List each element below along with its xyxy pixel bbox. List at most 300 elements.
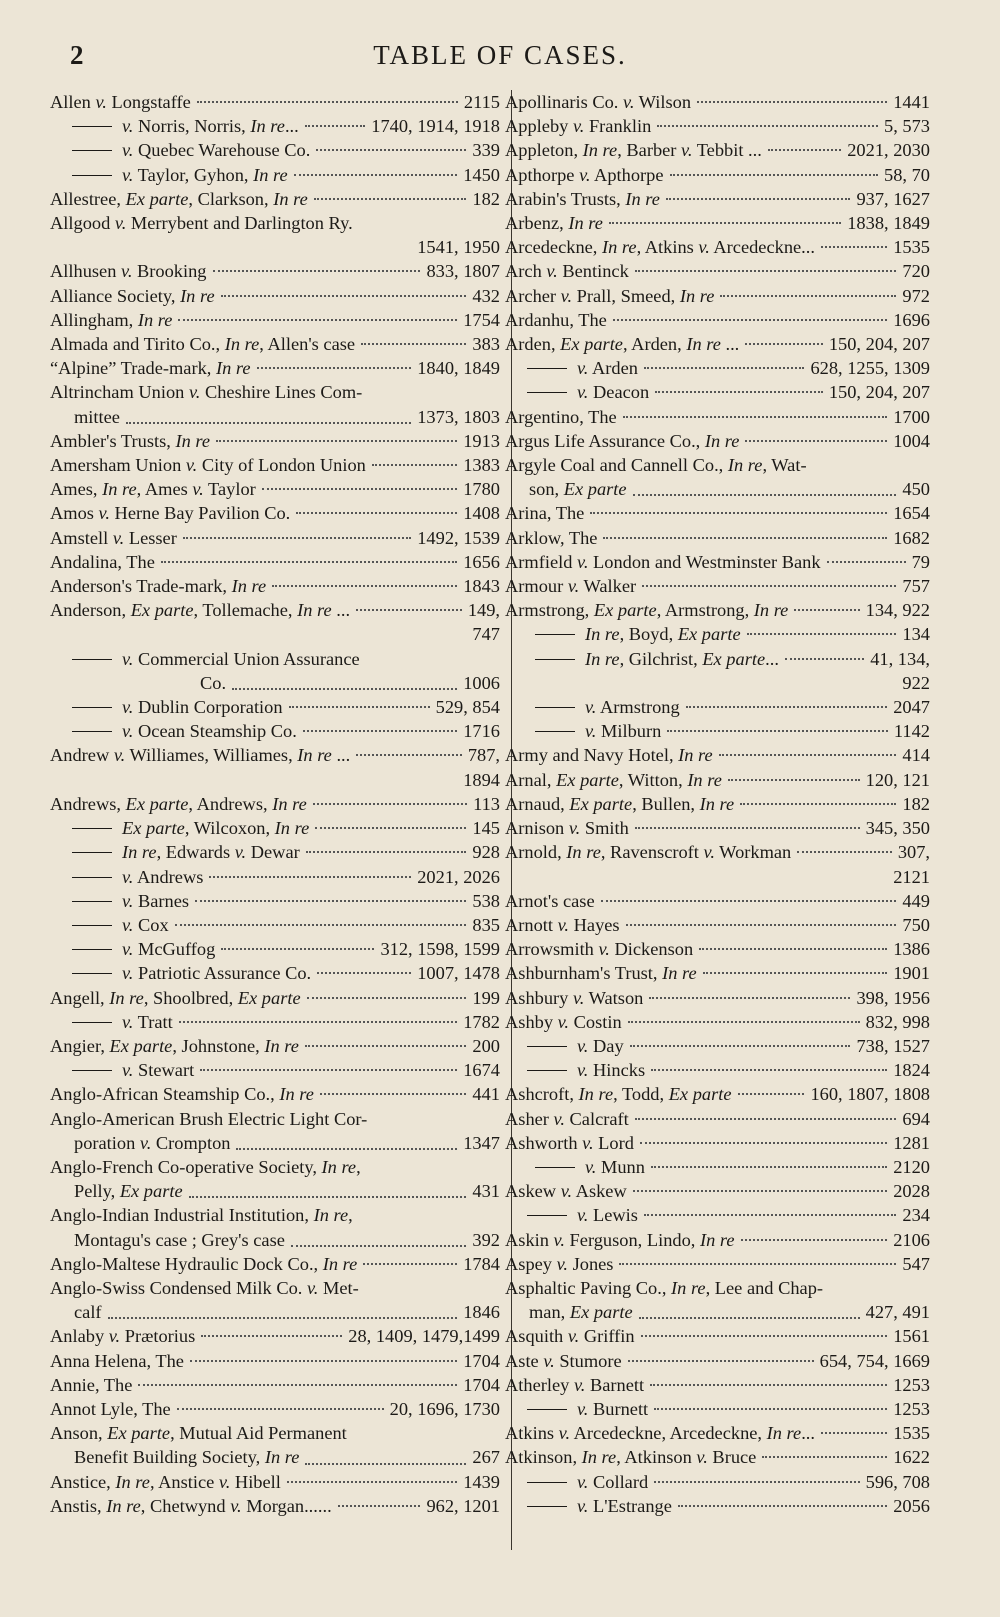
dot-leader [613, 319, 887, 321]
entry-line [505, 1421, 930, 1445]
entry-line [505, 574, 930, 598]
case-name: Ashworth v. Lord [505, 1132, 634, 1153]
page-refs: 431 [472, 1181, 500, 1202]
entry-line [505, 768, 930, 792]
case-name: Arcedeckne, In re, Atkins v. Arcedeckne... [505, 237, 815, 258]
entry-line [50, 792, 500, 816]
dot-leader [363, 1263, 457, 1265]
ditto-dash [72, 925, 112, 926]
dot-leader [666, 198, 851, 200]
case-name: Anglo-American Brush Electric Light Cor- [50, 1108, 368, 1129]
entry-line [50, 138, 500, 162]
entry-continuation [50, 671, 500, 695]
entry-line [505, 356, 930, 380]
case-name: Anlaby v. Prætorius [50, 1326, 196, 1347]
case-name: Allestree, Ex parte, Clarkson, In re [50, 188, 308, 209]
page-refs: 2106 [893, 1229, 930, 1250]
index-entry [50, 526, 500, 550]
case-name-continued: son, Ex parte [529, 479, 627, 500]
index-entry [50, 961, 500, 985]
entry-line [50, 453, 500, 477]
ditto-dash [72, 126, 112, 127]
index-entry [505, 90, 930, 114]
page-refs: 1846 [463, 1302, 500, 1323]
case-name: Amstell v. Lesser [50, 527, 177, 548]
case-name: Arklow, The [505, 527, 598, 548]
entry-line [50, 211, 500, 235]
dot-leader [740, 803, 896, 805]
page-refs: 182 [902, 793, 930, 814]
case-name: In re, Boyd, Ex parte [585, 624, 741, 645]
entry-line [505, 308, 930, 332]
dot-leader [670, 174, 879, 176]
page-refs: 720 [902, 261, 930, 282]
dot-leader [361, 343, 466, 345]
page-refs: 1439 [463, 1471, 500, 1492]
index-entry [50, 865, 500, 889]
page-refs: 345, 350 [865, 818, 930, 839]
dot-leader [686, 706, 888, 708]
page-refs: 787, [467, 745, 500, 766]
entry-line [505, 211, 930, 235]
index-entry [50, 1276, 500, 1324]
dot-leader [305, 1440, 466, 1464]
dot-leader [190, 1360, 457, 1362]
page-refs: 750 [902, 914, 930, 935]
page-refs: 1696 [893, 309, 930, 330]
case-name: v. Arden [577, 358, 638, 379]
page-number: 2 [70, 40, 84, 70]
dot-leader [317, 972, 411, 974]
ditto-dash [72, 1022, 112, 1023]
ditto-dash [72, 828, 112, 829]
case-name: Army and Navy Hotel, In re [505, 745, 713, 766]
dot-leader [603, 537, 887, 539]
index-entry [50, 1494, 500, 1518]
index-entry [50, 308, 500, 332]
entry-line [50, 356, 500, 380]
page-refs: 1840, 1849 [417, 358, 500, 379]
entry-line [50, 598, 500, 622]
index-entry [505, 768, 930, 792]
case-name: Ashbury v. Watson [505, 987, 644, 1008]
case-name: v. Tratt [122, 1011, 173, 1032]
index-entry [505, 1421, 930, 1445]
index-entry [505, 889, 930, 913]
ditto-dash [527, 1482, 567, 1483]
page-refs: 972 [902, 285, 930, 306]
page-refs: 427, 491 [865, 1302, 930, 1323]
index-entry [505, 743, 930, 767]
dot-leader [667, 730, 888, 732]
case-name: v. Barnes [122, 890, 190, 911]
ditto-dash [72, 901, 112, 902]
index-entry [50, 163, 500, 187]
index-entry [50, 453, 500, 477]
case-name: Arnal, Ex parte, Witton, In re [505, 769, 722, 790]
dot-leader [372, 464, 457, 466]
entry-line [50, 332, 500, 356]
page-refs: 1704 [463, 1374, 500, 1395]
ditto-dash [527, 1046, 567, 1047]
entry-line [50, 913, 500, 937]
page-refs: 1450 [463, 164, 500, 185]
page-refs: 134, 922 [865, 600, 930, 621]
case-name: Anglo-Maltese Hydraulic Dock Co., In re [50, 1253, 358, 1274]
entry-line [505, 1058, 930, 1082]
index-entry [505, 1494, 930, 1518]
entry-line [50, 937, 500, 961]
page-refs: 199 [472, 987, 500, 1008]
page-refs: 2120 [893, 1156, 930, 1177]
index-entry [50, 647, 500, 695]
page-refs: 1682 [893, 527, 930, 548]
case-name: v. L'Estrange [577, 1495, 672, 1516]
dot-leader [827, 561, 906, 563]
dot-leader [197, 101, 458, 103]
dot-leader [320, 1093, 467, 1095]
case-name: Amersham Union v. City of London Union [50, 455, 366, 476]
case-name: v. Dublin Corporation [122, 697, 283, 718]
entry-line [50, 1034, 500, 1058]
index-entry [50, 1349, 500, 1373]
case-name: v. Armstrong [585, 697, 680, 718]
ditto-dash [72, 1070, 112, 1071]
case-name: Asher v. Calcraft [505, 1108, 629, 1129]
case-name: v. Patriotic Assurance Co. [122, 963, 312, 984]
dot-leader [639, 1295, 860, 1319]
index-entry [50, 1397, 500, 1421]
entry-line [50, 308, 500, 332]
entry-line [50, 719, 500, 743]
ditto-dash [535, 1167, 575, 1168]
page-refs: 529, 854 [435, 697, 500, 718]
index-entry [50, 816, 500, 840]
page-refs: 1913 [463, 430, 500, 451]
dot-leader [703, 972, 888, 974]
dot-leader [195, 900, 466, 902]
entry-continuation [50, 1228, 500, 1252]
page-refs-extra: 747 [472, 624, 500, 645]
left-column [50, 90, 500, 1518]
dot-leader [303, 730, 457, 732]
case-name: Alliance Society, In re [50, 285, 215, 306]
page-refs: 757 [902, 576, 930, 597]
entry-line [50, 1058, 500, 1082]
case-name: Askew v. Askew [505, 1181, 627, 1202]
entry-line [50, 961, 500, 985]
entry-line [505, 1252, 930, 1276]
ditto-dash [535, 731, 575, 732]
index-entry [505, 259, 930, 283]
page-refs-extra: 1894 [463, 769, 500, 790]
page-refs: 1383 [463, 455, 500, 476]
case-name: Amos v. Herne Bay Pavilion Co. [50, 503, 291, 524]
entry-line [505, 792, 930, 816]
page-refs: 1901 [893, 963, 930, 984]
entry-line [50, 90, 500, 114]
entry-line [505, 405, 930, 429]
page-refs: 234 [902, 1205, 930, 1226]
page-refs: 1535 [893, 237, 930, 258]
case-name: Ames, In re, Ames v. Taylor [50, 479, 256, 500]
case-name: Argyle Coal and Cannell Co., In re, Wat- [505, 455, 807, 476]
index-entry [505, 1179, 930, 1203]
page-refs: 149, [467, 600, 500, 621]
dot-leader [635, 827, 860, 829]
ditto-dash [535, 659, 575, 660]
dot-leader [678, 1505, 887, 1507]
index-entry [50, 598, 500, 646]
dot-leader [609, 222, 841, 224]
index-entry [50, 574, 500, 598]
index-entry [505, 961, 930, 985]
dot-leader [305, 125, 366, 127]
index-entry [50, 1470, 500, 1494]
dot-leader [590, 512, 887, 514]
page-refs: 538 [472, 890, 500, 911]
entry-line [505, 913, 930, 937]
case-name: Anglo-African Steamship Co., In re [50, 1084, 314, 1105]
page-refs: 2028 [893, 1181, 930, 1202]
case-name: Andrew v. Williames, Williames, In re ... [50, 745, 351, 766]
ditto-dash [535, 634, 575, 635]
case-name: v. Milburn [585, 721, 662, 742]
page-refs: 962, 1201 [426, 1495, 500, 1516]
dot-leader [650, 1384, 887, 1386]
case-name: Askin v. Ferguson, Lindo, In re [505, 1229, 735, 1250]
page-refs: 134 [902, 624, 930, 645]
dot-leader [305, 1045, 467, 1047]
index-entry [50, 1252, 500, 1276]
dot-leader [654, 1408, 887, 1410]
dot-leader [642, 585, 896, 587]
dot-leader [794, 609, 859, 611]
case-name: Anstice, In re, Anstice v. Hibell [50, 1471, 281, 1492]
page-refs: 937, 1627 [856, 188, 930, 209]
case-name: In re, Gilchrist, Ex parte... [585, 648, 779, 669]
entry-line [505, 429, 930, 453]
entry-line [505, 1179, 930, 1203]
index-entry [50, 1324, 500, 1348]
case-name: v. Norris, Norris, In re... [122, 116, 299, 137]
entry-line [505, 187, 930, 211]
ditto-dash [72, 150, 112, 151]
entry-line [505, 1010, 930, 1034]
case-name: Asquith v. Griffin [505, 1326, 635, 1347]
page-refs: 596, 708 [865, 1471, 930, 1492]
index-entry [50, 695, 500, 719]
case-name-continued: Co. [200, 672, 227, 693]
page-refs: 1716 [463, 721, 500, 742]
entry-line [505, 550, 930, 574]
index-entry [505, 598, 930, 622]
page-refs: 1824 [893, 1060, 930, 1081]
dot-leader [628, 1021, 860, 1023]
page-refs: 1656 [463, 551, 500, 572]
dot-leader [745, 343, 823, 345]
case-name: Arnison v. Smith [505, 818, 629, 839]
case-name: Andrews, Ex parte, Andrews, In re [50, 793, 307, 814]
index-entry [505, 405, 930, 429]
index-entry [505, 356, 930, 380]
dot-leader [728, 779, 860, 781]
page-refs: 1674 [463, 1060, 500, 1081]
dot-leader [216, 440, 457, 442]
index-entry [505, 1010, 930, 1034]
index-entry [50, 501, 500, 525]
dot-leader [291, 1223, 467, 1247]
entry-line [505, 622, 930, 646]
page-refs: 694 [902, 1108, 930, 1129]
page-refs: 1838, 1849 [847, 213, 930, 234]
dot-leader [296, 512, 457, 514]
case-name: Annie, The [50, 1374, 133, 1395]
dot-leader [633, 1190, 887, 1192]
ditto-dash [72, 707, 112, 708]
dot-leader [294, 174, 458, 176]
index-entry [505, 429, 930, 453]
entry-continuation [505, 477, 930, 501]
dot-leader [626, 924, 897, 926]
running-head-title: TABLE OF CASES. [373, 40, 627, 70]
entry-line [50, 816, 500, 840]
case-name: Angell, In re, Shoolbred, Ex parte [50, 987, 301, 1008]
page-refs: 1740, 1914, 1918 [371, 116, 500, 137]
index-entry [50, 840, 500, 864]
entry-continuation [50, 1131, 500, 1155]
page-refs: 2021, 2026 [417, 866, 500, 887]
page-refs: 1541, 1950 [417, 237, 500, 258]
index-entry [50, 1082, 500, 1106]
dot-leader [209, 876, 411, 878]
case-name: Anderson, Ex parte, Tollemache, In re ... [50, 600, 351, 621]
case-name: Allen v. Longstaffe [50, 92, 191, 112]
index-entry [505, 647, 930, 695]
case-name: v. Burnett [577, 1398, 649, 1419]
page-refs: 414 [902, 745, 930, 766]
entry-line [505, 138, 930, 162]
page-refs: 832, 998 [865, 1011, 930, 1032]
case-name: v. Quebec Warehouse Co. [122, 140, 311, 161]
dot-leader [741, 1239, 888, 1241]
entry-line [505, 1470, 930, 1494]
page-refs: 267 [472, 1447, 500, 1468]
dot-leader [175, 924, 467, 926]
index-entry [505, 453, 930, 501]
dot-leader [338, 1505, 421, 1507]
entry-line [50, 1082, 500, 1106]
dot-leader [179, 1021, 457, 1023]
case-name: Allhusen v. Brooking [50, 261, 207, 282]
entry-line [505, 1324, 930, 1348]
page-refs: 1253 [893, 1374, 930, 1395]
dot-leader [307, 997, 467, 999]
dot-leader [272, 585, 457, 587]
dot-leader [183, 537, 411, 539]
case-name-continued: man, Ex parte [529, 1302, 633, 1323]
page-refs: 398, 1956 [856, 987, 930, 1008]
entry-line [505, 526, 930, 550]
page-refs: 2021, 2030 [847, 140, 930, 161]
page-refs: 1253 [893, 1398, 930, 1419]
dot-leader [201, 1335, 342, 1337]
case-name: Arnold, In re, Ravenscroft v. Workman [505, 842, 792, 863]
entry-line [50, 1470, 500, 1494]
dot-leader [738, 1093, 805, 1095]
index-entry [50, 477, 500, 501]
page-refs-extra: 922 [902, 672, 930, 693]
dot-leader [213, 270, 421, 272]
page-refs: 58, 70 [884, 164, 930, 185]
index-entry [505, 574, 930, 598]
index-entry [505, 695, 930, 719]
dot-leader [628, 1360, 814, 1362]
entry-line [505, 986, 930, 1010]
ditto-dash [72, 175, 112, 176]
index-entry [505, 526, 930, 550]
entry-line [50, 1324, 500, 1348]
index-entry [505, 1082, 930, 1106]
page-refs: 120, 121 [865, 769, 930, 790]
page-refs: 441 [472, 1084, 500, 1105]
ditto-dash [527, 1409, 567, 1410]
page-refs: 1281 [893, 1132, 930, 1153]
case-name: Arina, The [505, 503, 585, 524]
index-entry [505, 1470, 930, 1494]
index-entry [50, 550, 500, 574]
page-refs: 1700 [893, 406, 930, 427]
entry-line [505, 1131, 930, 1155]
dot-leader [635, 1118, 897, 1120]
entry-line [505, 743, 930, 767]
entry-line [50, 1252, 500, 1276]
dot-leader [221, 295, 467, 297]
case-name: Arden, Ex parte, Arden, In re ... [505, 334, 740, 355]
dot-leader [108, 1295, 458, 1319]
entry-line [50, 865, 500, 889]
page-refs: 928 [472, 842, 500, 863]
index-entry [50, 1010, 500, 1034]
entry-line [505, 90, 930, 114]
dot-leader [315, 827, 466, 829]
index-entry [505, 163, 930, 187]
case-name: Arrowsmith v. Dickenson [505, 939, 694, 960]
dot-leader [356, 609, 462, 611]
entry-line [50, 743, 500, 767]
index-entry [50, 284, 500, 308]
dot-leader [314, 198, 467, 200]
case-name: Arabin's Trusts, In re [505, 188, 660, 209]
ditto-dash [72, 949, 112, 950]
entry-line [50, 477, 500, 501]
dot-leader [651, 1069, 887, 1071]
index-entry [505, 1034, 930, 1058]
index-entry [505, 380, 930, 404]
case-name: Allingham, In re [50, 309, 173, 330]
dot-leader [316, 149, 466, 151]
page-refs: 1347 [463, 1132, 500, 1153]
dot-leader [821, 1432, 887, 1434]
case-name: Ambler's Trusts, In re [50, 430, 211, 451]
index-entry [505, 332, 930, 356]
page-refs-continued [50, 768, 500, 792]
dot-leader [768, 149, 841, 151]
page-refs: 113 [473, 793, 500, 814]
page-refs: 41, 134, [870, 648, 930, 669]
entry-line [50, 1349, 500, 1373]
page-refs: 1004 [893, 430, 930, 451]
